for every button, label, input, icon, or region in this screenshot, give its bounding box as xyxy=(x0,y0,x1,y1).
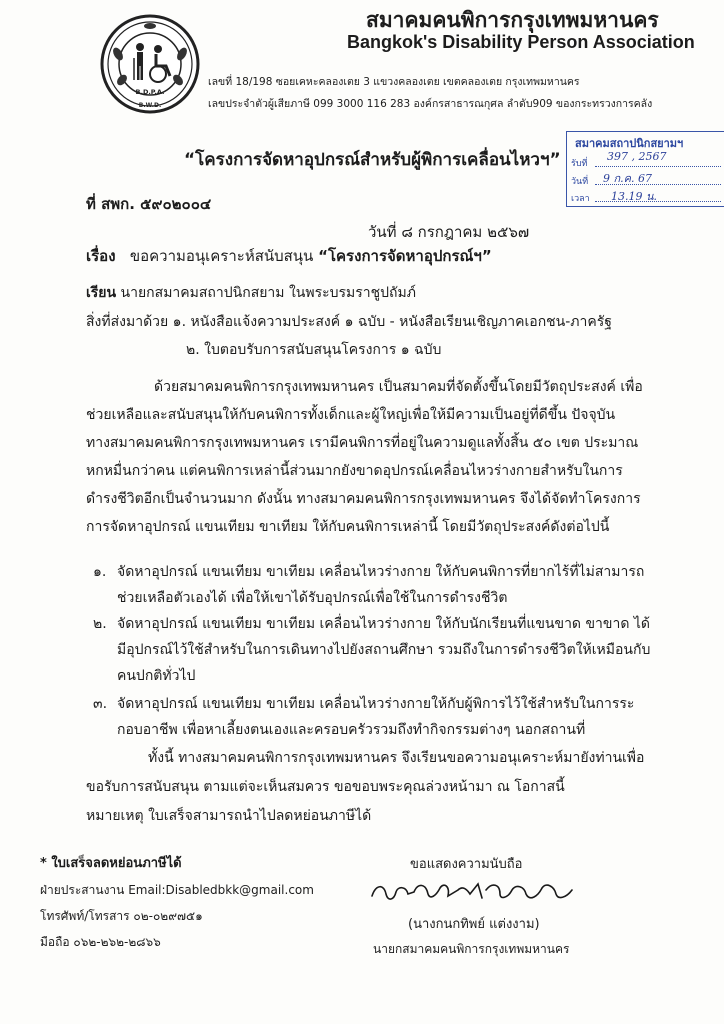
objective-line: ช่วยเหลือตัวเองได้ เพื่อให้เขาได้รับอุปกรณ์เพื่อใช้ในการดำรงชีวิต xyxy=(117,590,508,606)
objective-number: ๑. xyxy=(93,564,107,580)
stamp-number-value: 397 , 2567 xyxy=(607,150,667,163)
subject-line xyxy=(86,244,492,268)
signer-title: นายกสมาคมคนพิการกรุงเทพมหานคร xyxy=(373,942,570,956)
contact-mobile: มือถือ ๐๖๒-๒๖๒-๒๘๖๖ xyxy=(40,935,161,949)
signer-name: (นางกนกทิพย์ แต่งงาม) xyxy=(408,917,540,932)
reference-number: ที่ สพก. ๕๙๐๒๐๐๔ xyxy=(86,195,212,213)
closing-salutation: ขอแสดงความนับถือ xyxy=(410,857,523,872)
body-line: ดำรงชีวิตอีกเป็นจำนวนมาก ดังนั้น ทางสมาคมคนพิการกรุงเทพมหานคร จึงได้จัดทำโครงการ xyxy=(86,491,641,507)
stamp-number-label: รับที่ xyxy=(571,159,588,169)
objective-line: จัดหาอุปกรณ์ แขนเทียม ขาเทียม เคลื่อนไหวร่างกาย ให้กับคนพิการที่ยากไร้ที่ไม่สามารถ xyxy=(117,564,645,580)
org-name-english: Bangkok's Disability Person Association xyxy=(347,32,695,52)
handwritten-signature xyxy=(366,874,586,908)
stamp-time-label: เวลา xyxy=(571,194,590,204)
objective-line: จัดหาอุปกรณ์ แขนเทียม ขาเทียม เคลื่อนไหวร่างกาย ให้กับนักเรียนที่แขนขาด ขาขาด ได้ xyxy=(117,616,651,632)
org-tax-line: เลขประจำตัวผู้เสียภาษี 099 3000 116 283 องค์กรสาธารณกุศล ลำดับ909 ของกระทรวงการคลัง xyxy=(208,98,653,110)
letter-date: วันที่ ๘ กรกฎาคม ๒๕๖๗ xyxy=(368,223,530,241)
subject-label: เรื่อง xyxy=(86,247,116,265)
body-line: การจัดหาอุปกรณ์ แขนเทียม ขาเทียม ให้กับคนพิการเหล่านี้ โดยมีวัตถุประสงค์ดังต่อไปนี้ xyxy=(86,519,610,535)
recipient-line xyxy=(86,282,416,304)
org-name-thai: สมาคมคนพิการกรุงเทพมหานคร xyxy=(366,8,659,32)
logo-top-text: B.D.P.A. xyxy=(135,88,165,96)
objective-line: จัดหาอุปกรณ์ แขนเทียม ขาเทียม เคลื่อนไหวร่างกายให้กับผู้พิการไว้ใช้สำหรับในการระ xyxy=(117,696,635,712)
stamp-org: สมาคมสถาปนิกสยามฯ xyxy=(575,137,684,150)
recipient-label: เรียน xyxy=(86,285,117,301)
body-line: หกหมื่นกว่าคน แต่คนพิการเหล่านี้ส่วนมากยังขาดอุปกรณ์เคลื่อนไหวร่างกายสำหรับในการ xyxy=(86,463,623,479)
objective-line: มีอุปกรณ์ไว้ใช้สำหรับในการเดินทางไปยังสถานศึกษา รวมถึงในการดำรงชีวิตให้เหมือนกับ xyxy=(117,642,651,658)
logo-bottom-text: B.W.D. xyxy=(138,102,162,109)
received-stamp xyxy=(566,131,724,207)
stamp-date-label: วันที่ xyxy=(571,177,589,187)
closing-line: ทั้งนี้ ทางสมาคมคนพิการกรุงเทพมหานคร จึงเรียนขอความอนุเคราะห์มายังท่านเพื่อ xyxy=(148,750,645,766)
subject-text: ขอความอนุเคราะห์สนับสนุน xyxy=(129,247,314,265)
objective-line: คนปกติทั่วไป xyxy=(117,668,196,684)
wheelchair-emblem-icon xyxy=(100,14,200,114)
contact-phone: โทรศัพท์/โทรสาร ๐๒-๐๒๙๗๕๑ xyxy=(40,909,203,923)
subject-project: “โครงการจัดหาอุปกรณ์ฯ” xyxy=(318,247,492,265)
stamp-date-value: 9 ก.ค. 67 xyxy=(603,172,653,185)
objective-number: ๓. xyxy=(93,696,108,712)
objective-line: กอบอาชีพ เพื่อหาเลี้ยงตนเองและครอบครัวรวมถึงทำกิจกรรมต่างๆ นอกสถานที่ xyxy=(117,722,586,738)
enclosure-line-1: สิ่งที่ส่งมาด้วย ๑. หนังสือแจ้งความประสงค์ ๑ ฉบับ - หนังสือเรียนเชิญภาคเอกชน-ภาครัฐ xyxy=(86,314,612,330)
contact-email: ฝ่ายประสานงาน Email:Disabledbkk@gmail.com xyxy=(40,883,314,897)
stamp-time-value: 13.19 น. xyxy=(611,190,658,203)
recipient-text: นายกสมาคมสถาปนิกสยาม ในพระบรมราชูปถัมภ์ xyxy=(120,285,416,301)
enclosure-line-2: ๒. ใบตอบรับการสนับสนุนโครงการ ๑ ฉบับ xyxy=(186,342,442,358)
body-line: ทางสมาคมคนพิการกรุงเทพมหานคร เรามีคนพิการที่อยู่ในความดูแลทั้งสิ้น ๕๐ เขต ประมาณ xyxy=(86,435,639,451)
objective-number: ๒. xyxy=(93,616,107,632)
project-title: “โครงการจัดหาอุปกรณ์สำหรับผู้พิการเคลื่อนไหวฯ” xyxy=(184,150,561,170)
closing-line: หมายเหตุ ใบเสร็จสามารถนำไปลดหย่อนภาษีได้ xyxy=(86,808,372,824)
tax-note: * ใบเสร็จลดหย่อนภาษีได้ xyxy=(40,856,182,871)
closing-line: ขอรับการสนับสนุน ตามแต่จะเห็นสมควร ขอขอบพระคุณล่วงหน้ามา ณ โอกาสนี้ xyxy=(86,779,565,795)
body-line: ด้วยสมาคมคนพิการกรุงเทพมหานคร เป็นสมาคมที่จัดตั้งขึ้นโดยมีวัตถุประสงค์ เพื่อ xyxy=(154,379,643,395)
org-address: เลขที่ 18/198 ซอยเคหะคลองเตย 3 แขวงคลองเตย เขตคลองเตย กรุงเทพมหานคร xyxy=(208,76,580,88)
body-line: ช่วยเหลือและสนับสนุนให้กับคนพิการทั้งเด็กและผู้ใหญ่เพื่อให้มีความเป็นอยู่ที่ดีขึ้น ปัจจุบัน xyxy=(86,407,616,423)
